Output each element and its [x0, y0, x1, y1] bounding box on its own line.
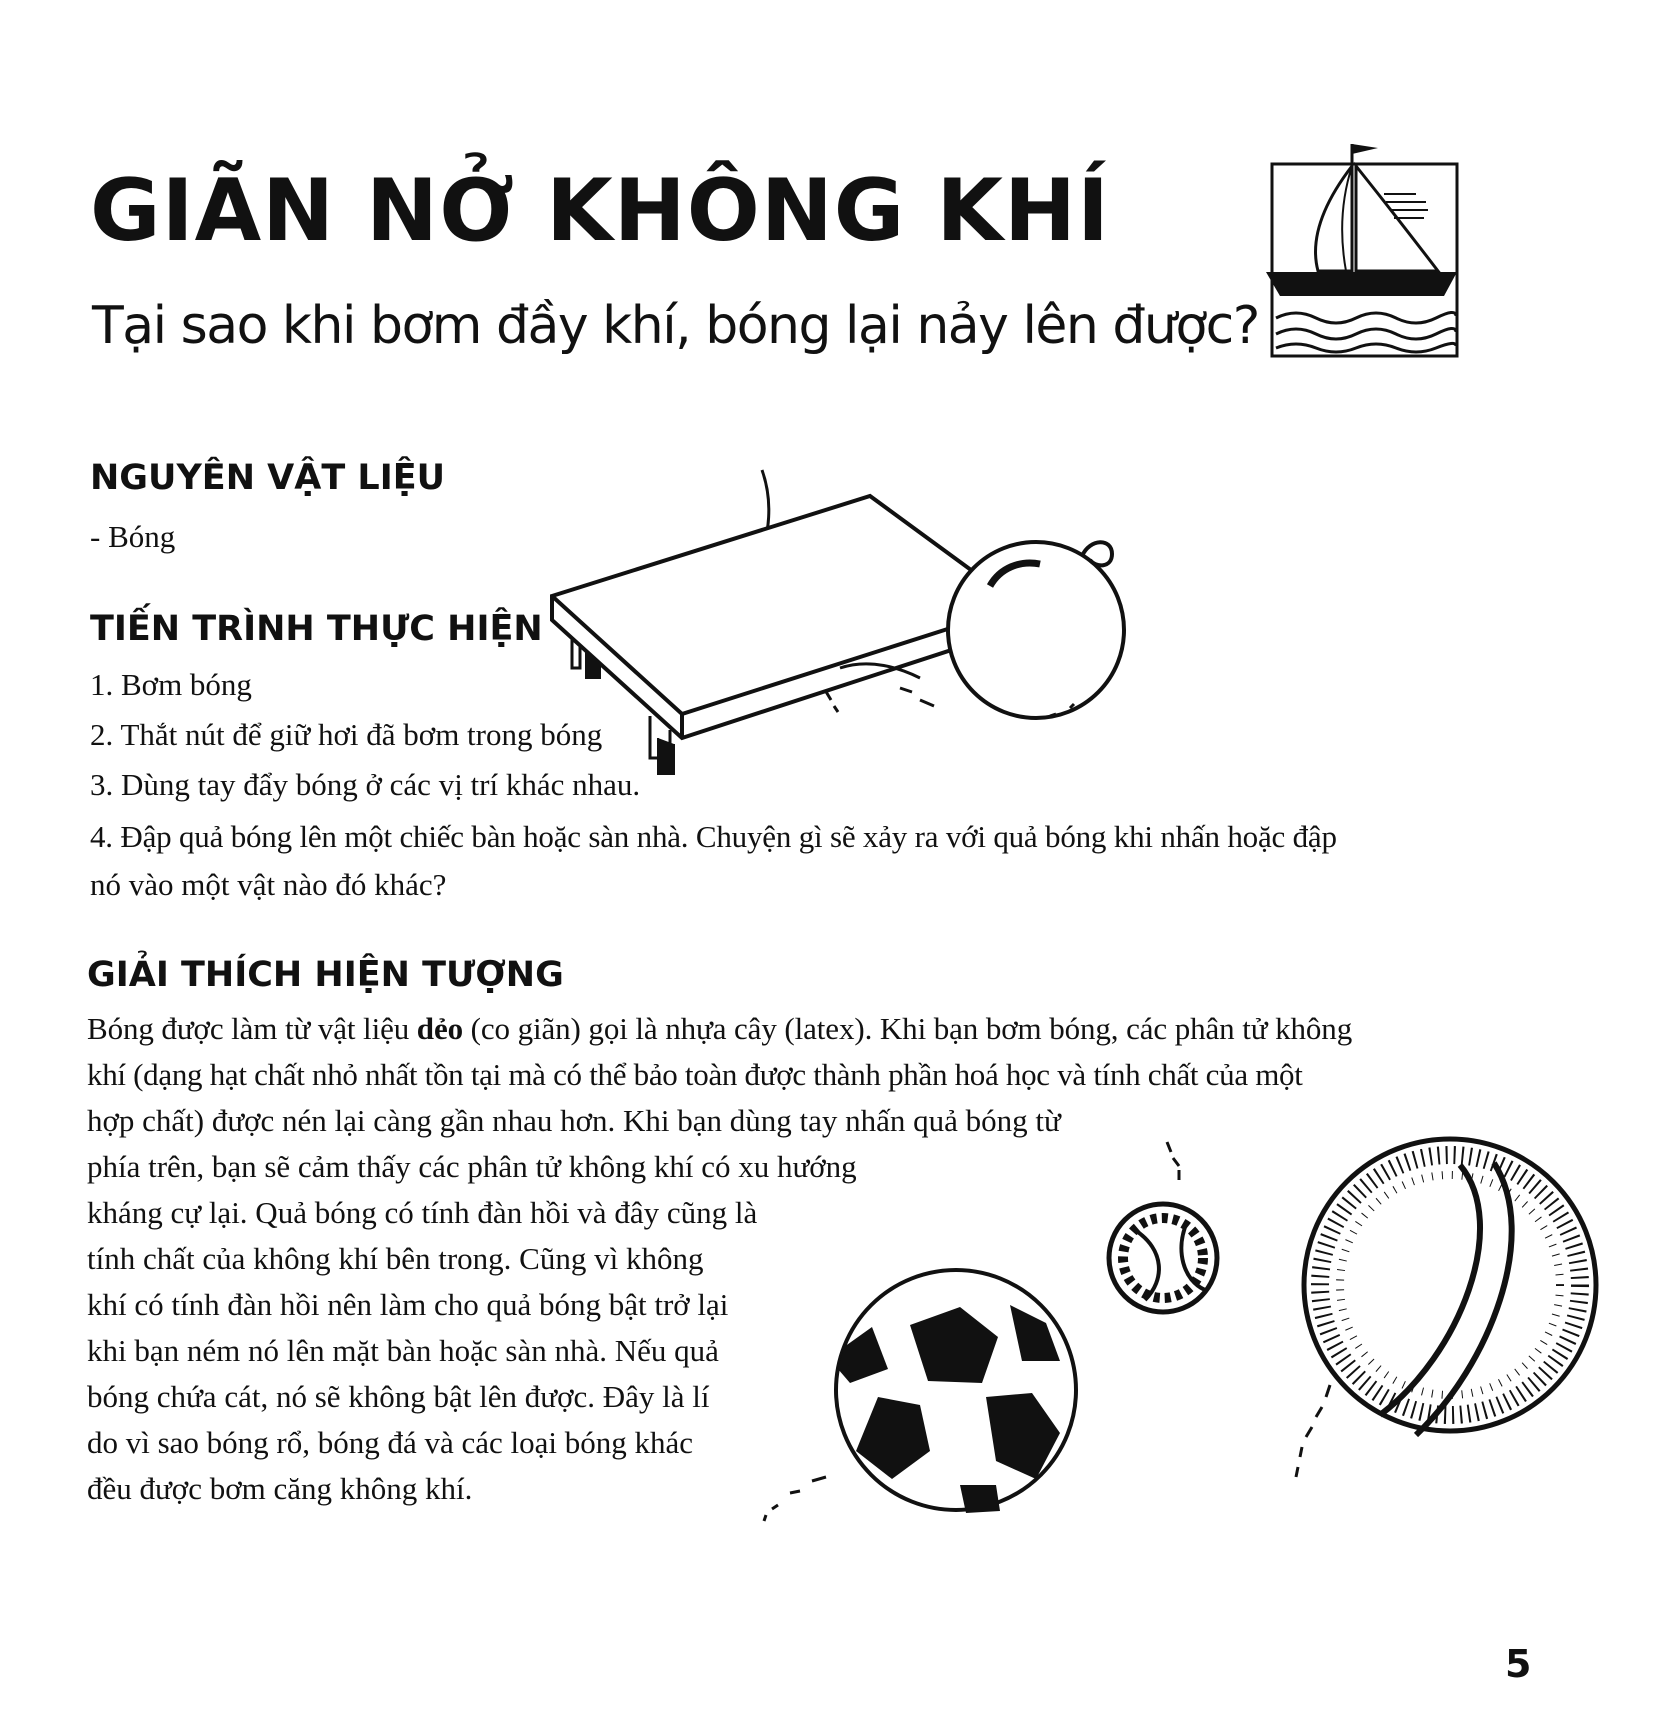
explanation-line: khí (dạng hạt chất nhỏ nhất tồn tại mà có thể bảo toàn được thành phần hoá học và tính chất của một: [87, 1057, 1303, 1092]
explanation-line: kháng cự lại. Quả bóng có tính đàn hồi và đây cũng là: [87, 1195, 758, 1230]
materials-item: - Bóng: [90, 519, 176, 554]
large-ball-illustration: [1290, 1135, 1610, 1495]
procedure-step-1: 1. Bơm bóng: [90, 667, 252, 702]
small-ball-illustration: [1105, 1140, 1235, 1330]
explanation-line: bóng chứa cát, nó sẽ không bật lên được. Đây là lí: [87, 1379, 710, 1414]
explanation-bold-term: dẻo: [416, 1011, 463, 1046]
procedure-step-3: 3. Dùng tay đẩy bóng ở các vị trí khác nhau.: [90, 767, 641, 802]
explanation-line: phía trên, bạn sẽ cảm thấy các phân tử không khí có xu hướng: [87, 1149, 857, 1184]
page-subtitle: Tại sao khi bơm đầy khí, bóng lại nảy lên được?: [92, 296, 1259, 356]
explanation-line: khi bạn ném nó lên mặt bàn hoặc sàn nhà. Nếu quả: [87, 1333, 719, 1368]
procedure-heading: TIẾN TRÌNH THỰC HIỆN: [90, 609, 543, 649]
soccer-ball-illustration: [760, 1265, 1080, 1525]
explanation-text: (co giãn) gọi là nhựa cây (latex). Khi bạn bơm bóng, các phân tử không: [463, 1011, 1353, 1046]
materials-heading: NGUYÊN VẬT LIỆU: [90, 458, 446, 498]
table-ball-illustration: [550, 468, 1130, 788]
procedure-step-2: 2. Thắt nút để giữ hơi đã bơm trong bóng: [90, 717, 603, 752]
page-number: 5: [1505, 1642, 1532, 1686]
explanation-line: [87, 1006, 1352, 1052]
explanation-line: hợp chất) được nén lại càng gần nhau hơn. Khi bạn dùng tay nhấn quả bóng từ: [87, 1103, 1061, 1138]
explanation-line: đều được bơm căng không khí.: [87, 1471, 473, 1506]
explanation-text: Bóng được làm từ vật liệu: [87, 1011, 417, 1046]
explanation-heading: GIẢI THÍCH HIỆN TƯỢNG: [87, 955, 564, 995]
explanation-line: do vì sao bóng rổ, bóng đá và các loại bóng khác: [87, 1425, 694, 1460]
procedure-step-4-continued: nó vào một vật nào đó khác?: [90, 867, 447, 902]
sailboat-icon: [1266, 136, 1466, 361]
procedure-step-4: 4. Đập quả bóng lên một chiếc bàn hoặc sàn nhà. Chuyện gì sẽ xảy ra với quả bóng khi nhấn hoặc đập: [90, 819, 1337, 854]
explanation-line: tính chất của không khí bên trong. Cũng vì không: [87, 1241, 704, 1276]
page-title: GIÃN NỞ KHÔNG KHÍ: [90, 161, 1110, 261]
explanation-line: khí có tính đàn hồi nên làm cho quả bóng bật trở lại: [87, 1287, 729, 1322]
